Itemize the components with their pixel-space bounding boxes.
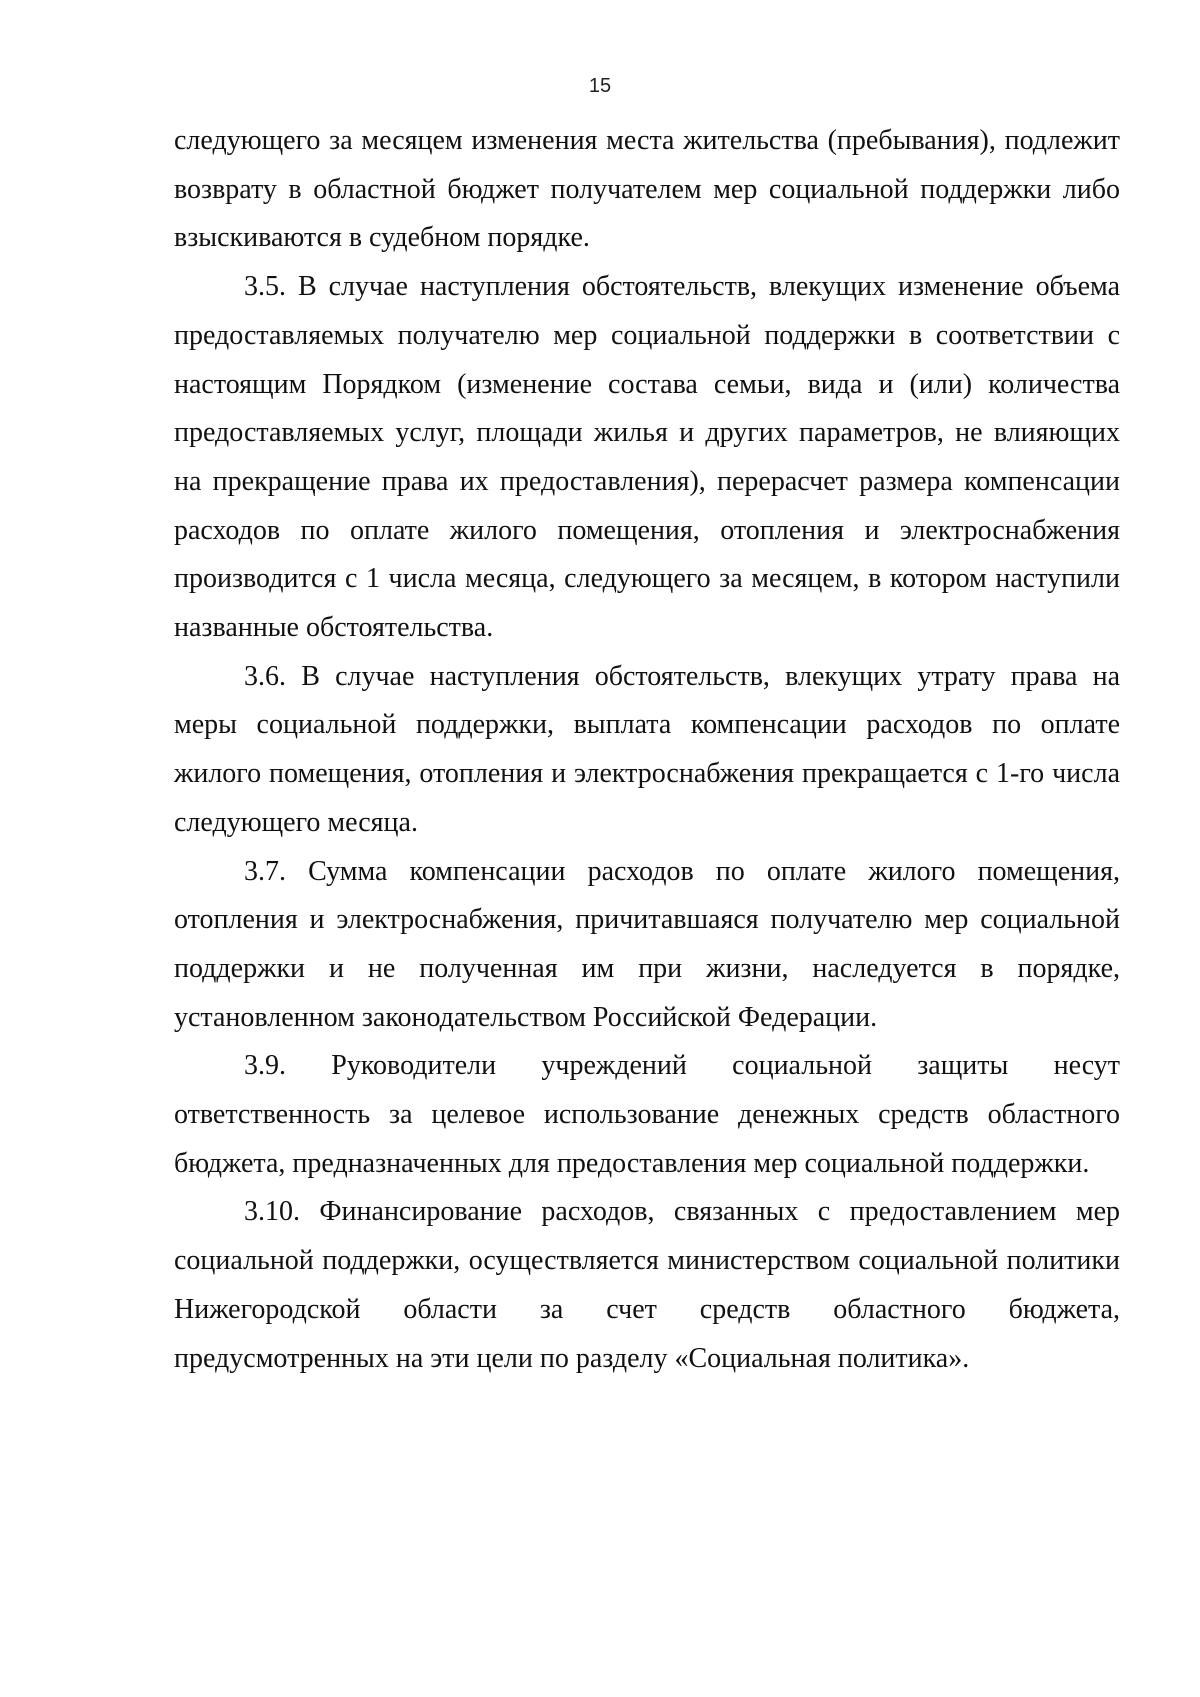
paragraph-3-5: 3.5. В случае наступления обстоятельств, влекущих изменение объема предоставляемых получателю мер социальной поддержки в соответствии с настоящим Порядком (изменение состава семьи, вида и (или) количества предоставляемых услуг, площади жилья и других параметров, не влияющих на прекращение права их предоставления), перерасчет размера компенсации расходов по оплате жилого помещения, отопления и электроснабжения производится с 1 числа месяца, следующего за месяцем, в котором наступили названные обстоятельства. xyxy=(174,271,1120,644)
paragraph-3-9: 3.9. Руководители учреждений социальной защиты несут ответственность за целевое использование денежных средств областного бюджета, предназначенных для предоставления мер социальной поддержки. xyxy=(174,1050,1120,1179)
paragraph-3-10: 3.10. Финансирование расходов, связанных с предоставлением мер социальной поддержки, осуществляется министерством социальной политики Нижегородской области за счет средств областного бюджета, предусмотренных на эти цели по разделу «Социальная политика». xyxy=(174,1196,1120,1374)
paragraph-continuation: следующего за месяцем изменения места жительства (пребывания), подлежит возврату в областной бюджет получателем мер социальной поддержки либо взыскиваются в судебном порядке. xyxy=(174,125,1120,254)
page-number: 15 xyxy=(588,75,612,97)
paragraph-3-7: 3.7. Сумма компенсации расходов по оплате жилого помещения, отопления и электроснабжения, причитавшаяся получателю мер социальной поддержки и не полученная им при жизни, наследуется в порядке, установленном законодательством Российской Федерации. xyxy=(174,855,1120,1033)
document-body xyxy=(174,117,1120,1383)
paragraph-3-6: 3.6. В случае наступления обстоятельств, влекущих утрату права на меры социальной поддержки, выплата компенсации расходов по оплате жилого помещения, отопления и электроснабжения прекращается с 1-го числа следующего месяца. xyxy=(174,660,1120,838)
